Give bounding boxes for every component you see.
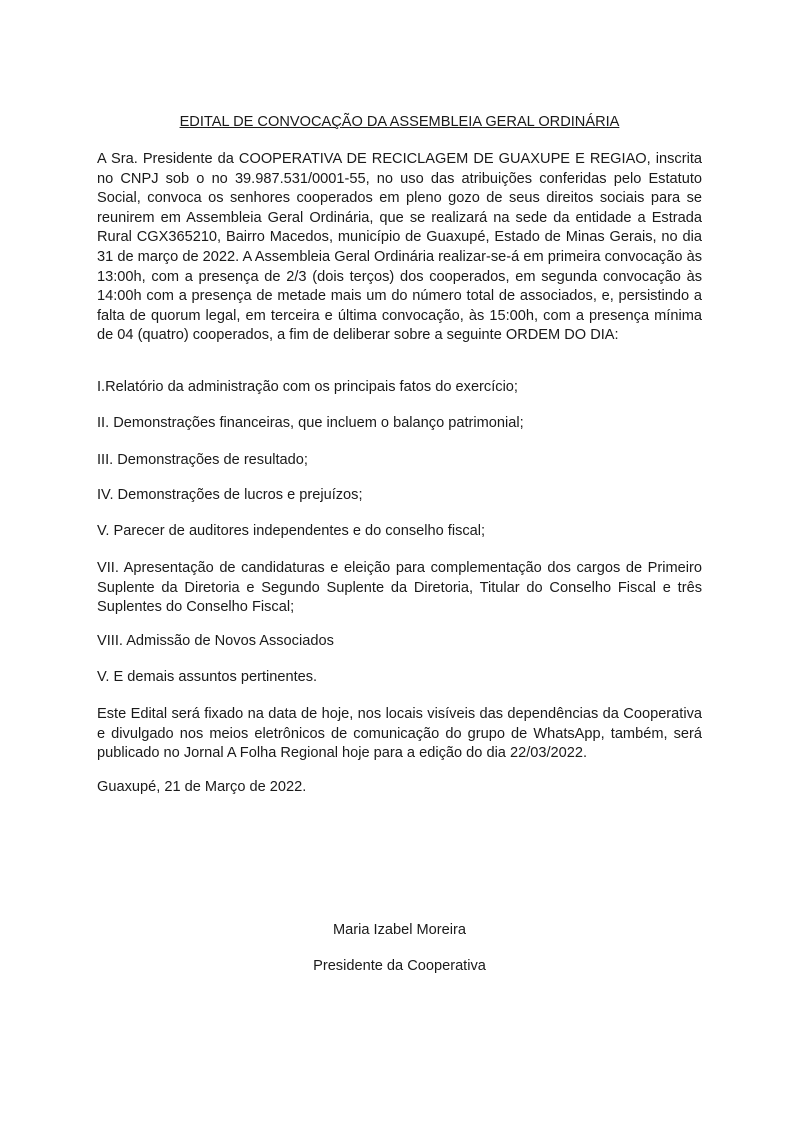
agenda-item-4: IV. Demonstrações de lucros e prejuízos; (97, 487, 363, 503)
agenda-item-6: VII. Apresentação de candidaturas e eleição para complementação dos cargos de Primeiro Suplente da Diretoria e Segundo Suplente da Diretoria, Titular do Conselho Fiscal e três Suplentes do Conselho Fiscal; (97, 560, 702, 616)
closing-paragraph: Este Edital será fixado na data de hoje, nos locais visíveis das dependências da Cooperativa e divulgado nos meios eletrônicos de comunicação do grupo de WhatsApp, também, será publicado no Jornal A Folha Regional hoje para a edição do dia 22/03/2022. (97, 706, 702, 762)
agenda-item-5: V. Parecer de auditores independentes e do conselho fiscal; (97, 523, 486, 539)
intro-paragraph: A Sra. Presidente da COOPERATIVA DE RECICLAGEM DE GUAXUPE E REGIAO, inscrita no CNPJ sob o no 39.987.531/0001-55, no uso das atribuições conferidas pelo Estatuto Social, convoca os senhores cooperados em pleno gozo de seus direitos sociais para se reunirem em Assembleia Geral Ordinária, que se realizará na sede da entidade a Estrada Rural CGX365210, Bairro Macedos, município de Guaxupé, Estado de Minas Gerais, no dia 31 de março de 2022. A Assembleia Geral Ordinária realizar-se-á em primeira convocação às 13:00h, com a presença de 2/3 (dois terços) dos cooperados, em segunda convocação às 14:00h com a presença de metade mais um do número total de associados, e, persistindo a falta de quorum legal, em terceira e última convocação, às 15:00h, com a presença mínima de 04 (quatro) cooperados, a fim de deliberar sobre a seguinte ORDEM DO DIA: (97, 151, 702, 344)
signatory-role: Presidente da Cooperativa (313, 958, 486, 974)
agenda-item-8: V. E demais assuntos pertinentes. (97, 669, 318, 685)
place-date: Guaxupé, 21 de Março de 2022. (97, 779, 307, 795)
agenda-item-7: VIII. Admissão de Novos Associados (97, 633, 334, 649)
agenda-item-1: I.Relatório da administração com os principais fatos do exercício; (97, 379, 518, 395)
document-title: EDITAL DE CONVOCAÇÃO DA ASSEMBLEIA GERAL ORDINÁRIA (179, 114, 620, 130)
agenda-item-2: II. Demonstrações financeiras, que incluem o balanço patrimonial; (97, 415, 524, 431)
signatory-name: Maria Izabel Moreira (332, 922, 466, 938)
agenda-item-3: III. Demonstrações de resultado; (97, 452, 308, 468)
